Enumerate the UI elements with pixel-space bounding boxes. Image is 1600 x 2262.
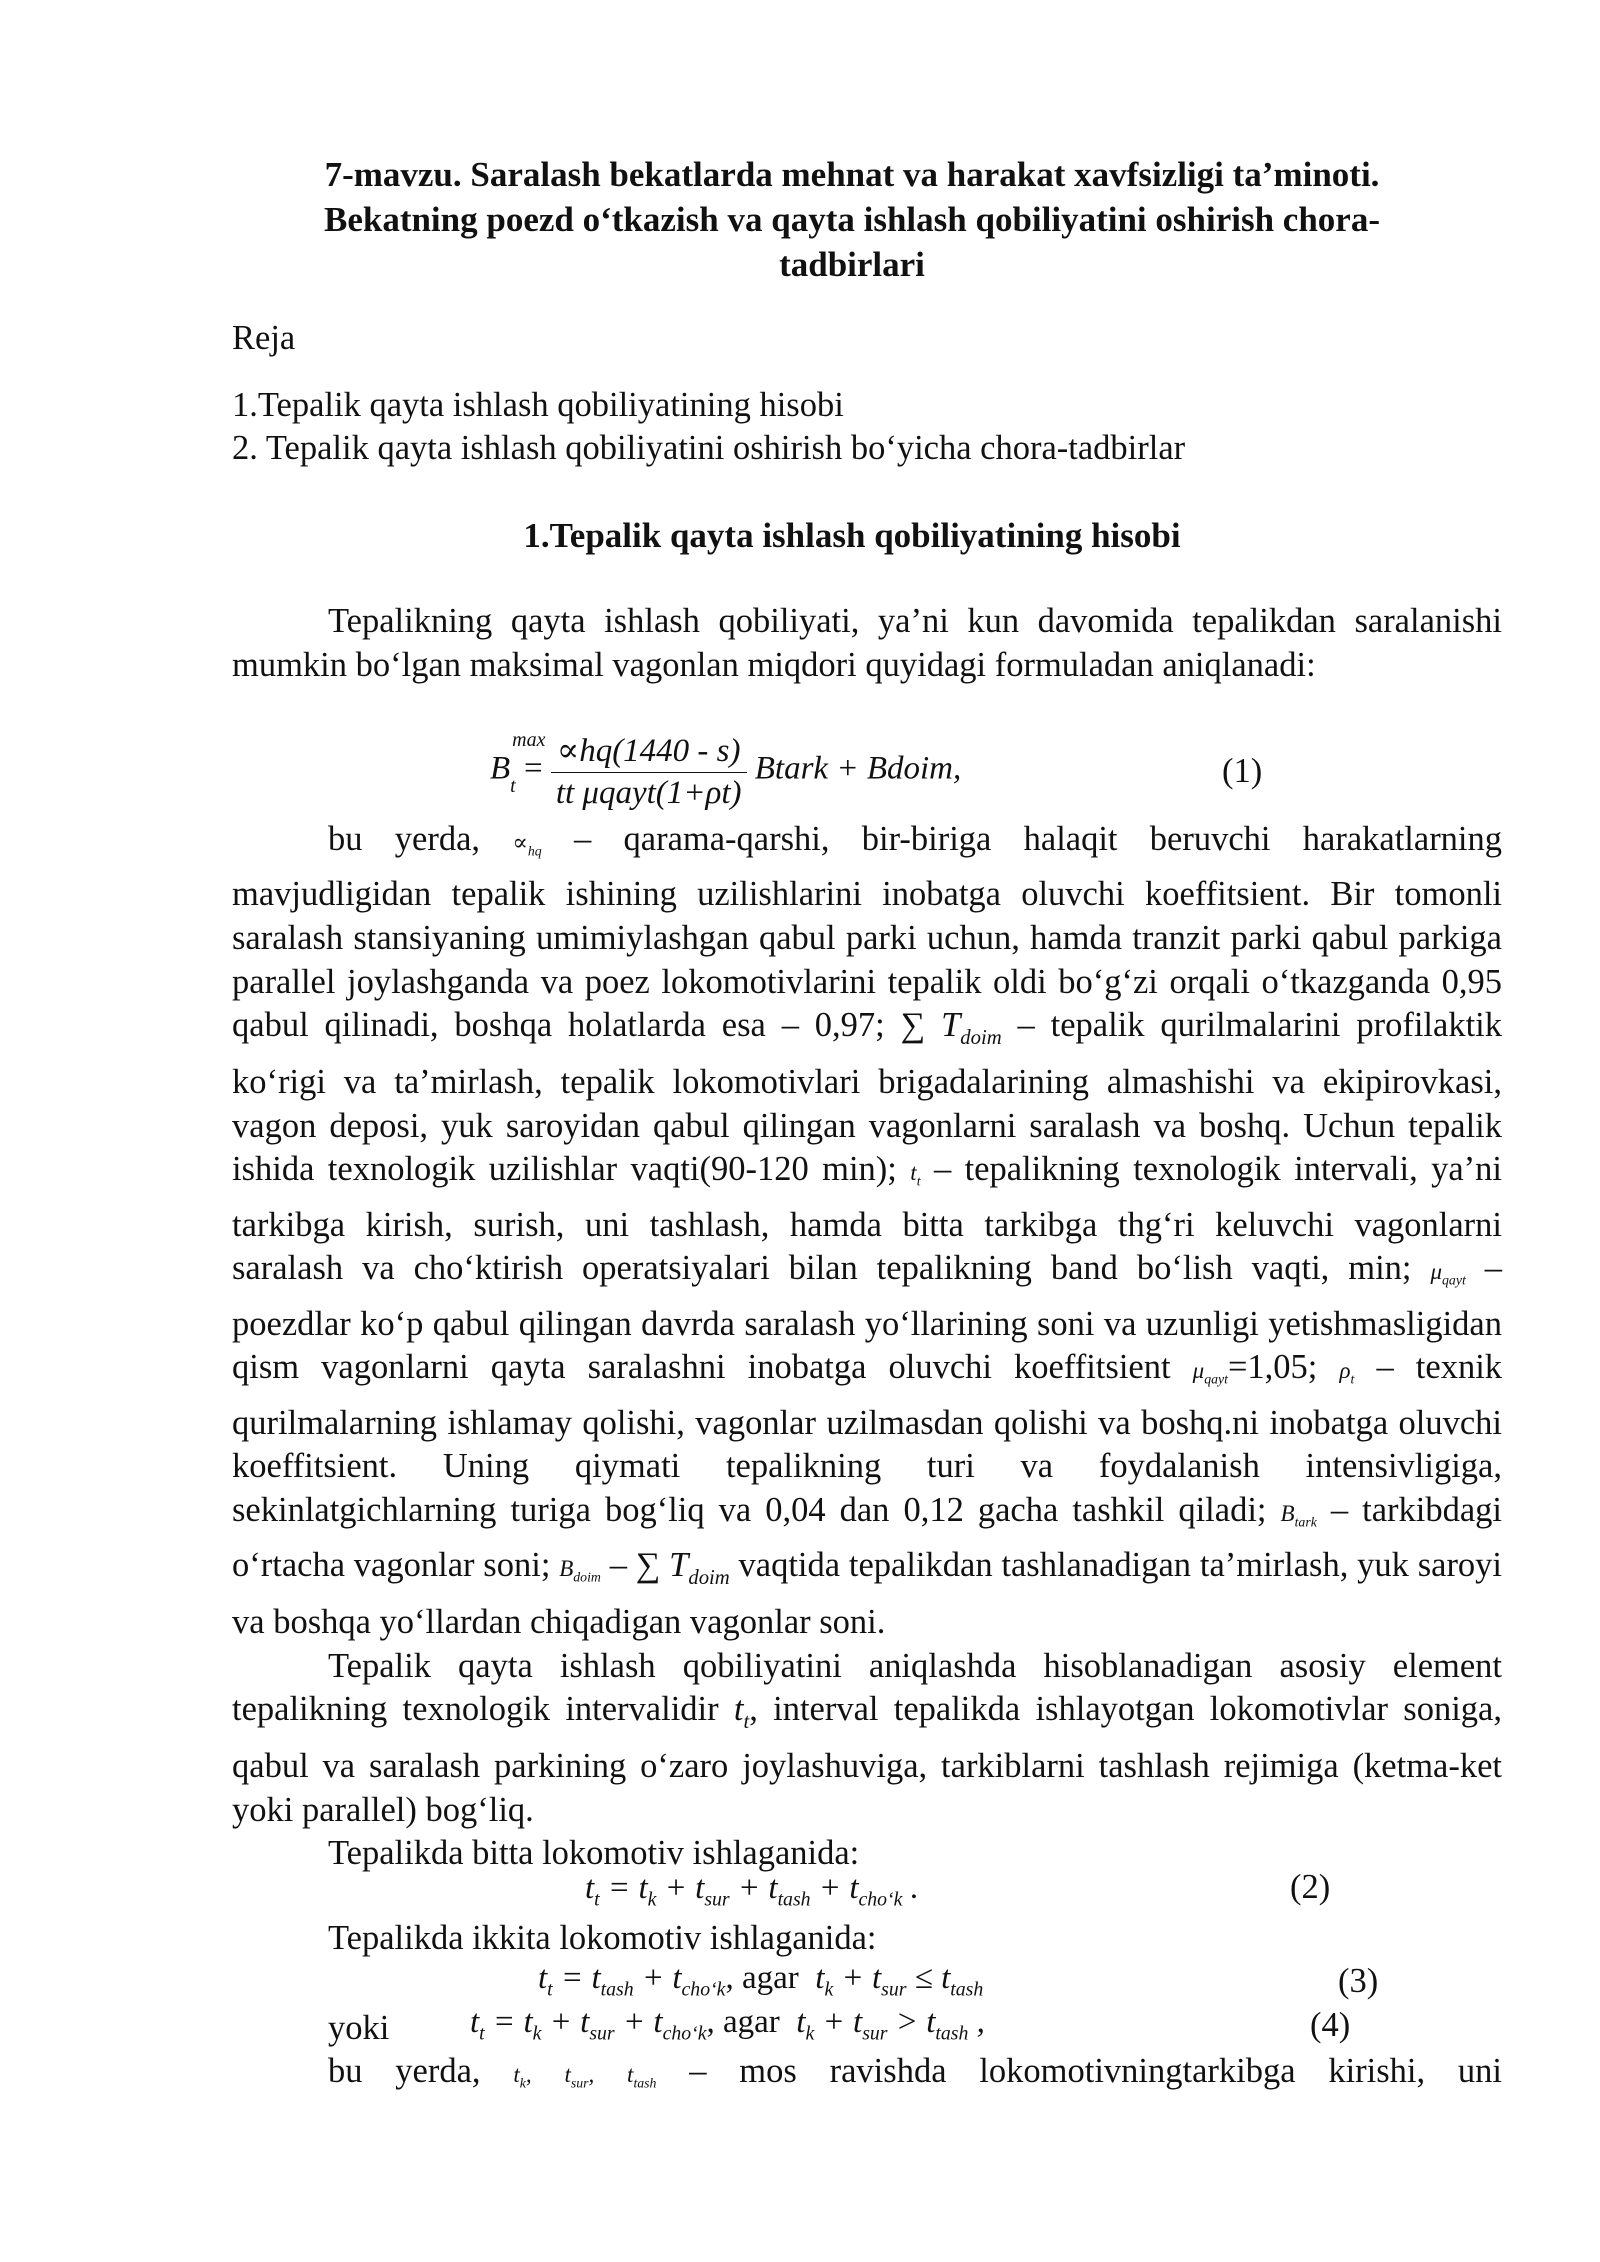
page-title: [232, 152, 1472, 287]
formula-1: B max $_t$ = $\frac{\propto hq(1440 - s)}{\text{tt μqayt(1+ρt)}}$ Btark + Bdoim,: [490, 728, 962, 811]
title-line-3: tadbirlari: [779, 245, 925, 284]
formula-1-denominator: tt μqayt(1+ρt): [555, 775, 742, 811]
title-line-1: 7-mavzu. Saralash bekatlarda mehnat va harakat xavfsizligi ta’minoti.: [324, 155, 1380, 194]
paragraph-2-text-f: – texnik qurilmalarning ishlamay qolishi, vagonlar uzilmasdan qolishi va boshq.ni inobatga oluvchi koeffitsient. Uning qiymati tepalikning turi va foydalanish intensivligiga, sekinlatgichlarning turiga bog‘liq va 0,04 dan 0,12 gacha tashkil qiladi;: [232, 1348, 1503, 1530]
paragraph-2-text-a: – qarama-qarshi, bir-biriga halaqit beruvchi harakatlarning mavjudligidan tepalik ishining uzilishlarini inobatga oluvchi koeffitsient. Bir tomonli saralash stansiyaning umimiylashgan qabul parki uchun, hamda tranzit parki qabul parkiga parallel joylashganda va poez lokomotivlarini tepalik oldi bo‘g‘zi orqali o‘tkazganda 0,95 qabul qilinadi, boshqa holatlarda esa – 0,97;: [232, 820, 1503, 1045]
last-line: bu yerda, $t_k$, $t_{sur}$, $t_{tash}$ – mos ravishda lokomotivningtarkibga kirishi, uni: [328, 2052, 1503, 2091]
formula-1-numerator: ∝hq(1440 - s): [551, 730, 747, 773]
paragraph-3: Tepalik qayta ishlash qobiliyatini aniqlashda hisoblanadigan asosiy element tepalikning texnologik intervalidir $t_t$, interval tepalikda ishlayotgan lokomotivlar soniga, qabul va saralash parkining o‘zaro joylashuviga, tarkiblarni tashlash rejimiga (ketma-ket yoki parallel) bog‘liq.: [232, 1646, 1502, 1829]
formula-3: $t_t = t_{tash} + t_{cho‘k}$, agar $t_k + t_{sur} \le t_{tash}$: [538, 1960, 984, 2001]
formula-1-lhs: B max $_t$: [490, 728, 546, 798]
paragraph-2-lead: bu yerda,: [328, 820, 481, 858]
title-line-2: Bekatning poezd o‘tkazish va qayta ishlash qobiliyatini oshirish chora-: [323, 200, 1381, 239]
plan-item-1: 1.Tepalik qayta ishlash qobiliyatining hisobi: [232, 386, 844, 424]
paragraph-1: [232, 600, 1502, 687]
formula-2: $t_t = t_k + t_{sur} + t_{tash} + t_{cho‘k}$ .: [585, 1870, 919, 1911]
paragraph-2-text-c: – tepalikning texnologik intervali, ya’ni tarkibga kirish, surish, uni tashlash, hamda bitta tarkibga thg‘ri keluvchi vagonlarni saralash va cho‘ktirish operatsiyalari bilan tepalikning band bo‘lish vaqti, min;: [232, 1150, 1503, 1288]
section-heading: 1.Tepalik qayta ishlash qobiliyatining hisobi: [523, 516, 1181, 555]
formula-2-number: (2): [1290, 1868, 1331, 1906]
plan-item-2: 2. Tepalik qayta ishlash qobiliyatini oshirish bo‘yicha chora-tadbirlar: [232, 429, 1186, 467]
formula-3-number: (3): [1338, 1962, 1379, 2000]
two-locomotive-line: Tepalikda ikkita lokomotiv ishlaganida:: [328, 1919, 877, 1957]
formula-4: $t_t = t_k + t_{sur} + t_{cho‘k}$, agar $t_k + t_{sur} > t_{tash}$ ,: [470, 2004, 985, 2045]
one-locomotive-line: Tepalikda bitta lokomotiv ishlaganida:: [328, 1834, 860, 1873]
paragraph-2-text-h: vaqtida tepalikdan tashlanadigan ta’mirlash, yuk saroyi va boshqa yo‘llardan chiqadigan vagonlar soni.: [232, 1546, 1503, 1641]
paragraph-2-text-e: =1,05;: [1227, 1348, 1318, 1387]
paragraph-2-text-g: – tarkibdagi o‘rtacha vagonlar soni;: [232, 1491, 1503, 1585]
formula-1-number: (1): [1222, 752, 1263, 790]
paragraph-2: bu yerda, $\propto_{hq}$ – qarama-qarshi, bir-biriga halaqit beruvchi harakatlarning mavjudligidan tepalik ishining uzilishlarini inobatga oluvchi koeffitsient. Bir tomonli saralash stansiyaning umimiylashgan qabul parki uchun, hamda tranzit parki qabul parkiga parallel joylashganda va poez lokomotivlarini tepalik oldi bo‘g‘zi orqali o‘tkazganda 0,95 qabul qilinadi, boshqa holatlarda esa – 0,97; ∑ $T_{doim}$ – tepalik qurilmalarini profilaktik ko‘rigi va ta’mirlash, tepalik lokomotivlari brigadalarining almashishi va ekipirovkasi, vagon deposi, yuk saroyidan qabul qilingan vagonlarni saralash va boshq. Uchun tepalik ishida texnologik uzilishlar vaqti(90-120 min); $t_t$ – tepalikning texnologik intervali, ya’ni tarkibga kirish, surish, uni tashlash, hamda bitta tarkibga thg‘ri keluvchi vagonlarni saralash va cho‘ktirish operatsiyalari bilan tepalikning band bo‘lish vaqti, min; $\mu_{qayt}$ – poezdlar ko‘p qabul qilingan davrda saralash yo‘llarining soni va uzunligi yetishmasligidan qism vagonlarni qayta saralashni inobatga oluvchi koeffitsient $\mu_{qayt}=1,05$; $\rho_t$ – texnik qurilmalarning ishlamay qolishi, vagonlar uzilmasdan qolishi va boshq.ni inobatga oluvchi koeffitsient. Uning qiymati tepalikning turi va foydalanish intensivligiga, sekinlatgichlarning turiga bog‘liq va 0,04 dan 0,12 gacha tashkil qiladi; $B_{tark}$ – tarkibdagi o‘rtacha vagonlar soni; $B_{doim}$ – ∑ $T_{doim}$ vaqtida tepalikdan tashlanadigan ta’mirlash, yuk saroyi va boshqa yo‘llardan chiqadigan vagonlar soni. Tepalik qayta ishlash qobiliyatini aniqlashda hisoblanadigan asosiy element tepalikning texnologik intervalidir $t_t$, interval tepalikda ishlayotgan lokomotivlar soniga, qabul va saralash parkining o‘zaro joylashuviga, tarkiblarni tashlash rejimiga (ketma-ket yoki parallel) bog‘liq. Tepalikda bitta lokomotiv ishlaganida:: [232, 818, 1502, 1876]
formula-1-fraction: [551, 730, 747, 812]
plan-heading: Reja: [232, 319, 296, 357]
paragraph-2-text-d: – poezdlar ko‘p qabul qilingan davrda saralash yo‘llarining soni va uzunligi yetishmasligidan qism vagonlarni qayta saralashni inobatga oluvchi koeffitsient: [232, 1249, 1503, 1387]
paragraph-1-text: Tepalikning qayta ishlash qobiliyati, ya’ni kun davomida tepalikdan saralanishi mumkin bo‘lgan maksimal vagonlan miqdori quyidagi formuladan aniqlanadi:: [232, 602, 1502, 684]
formula-4-number: (4): [1310, 2006, 1351, 2044]
paragraph-2-text-b: – tepalik qurilmalarini profilaktik ko‘rigi va ta’mirlash, tepalik lokomotivlari brigadalarining almashishi va ekipirovkasi, vagon deposi, yuk saroyidan qabul qilingan vagonlarni saralash va boshq. Uchun tepalik ishida texnologik uzilishlar vaqti(90-120 min);: [232, 1006, 1502, 1189]
formula-4-prefix: yoki: [328, 2009, 390, 2047]
formula-1-rhs: Btark + Bdoim,: [754, 750, 962, 787]
